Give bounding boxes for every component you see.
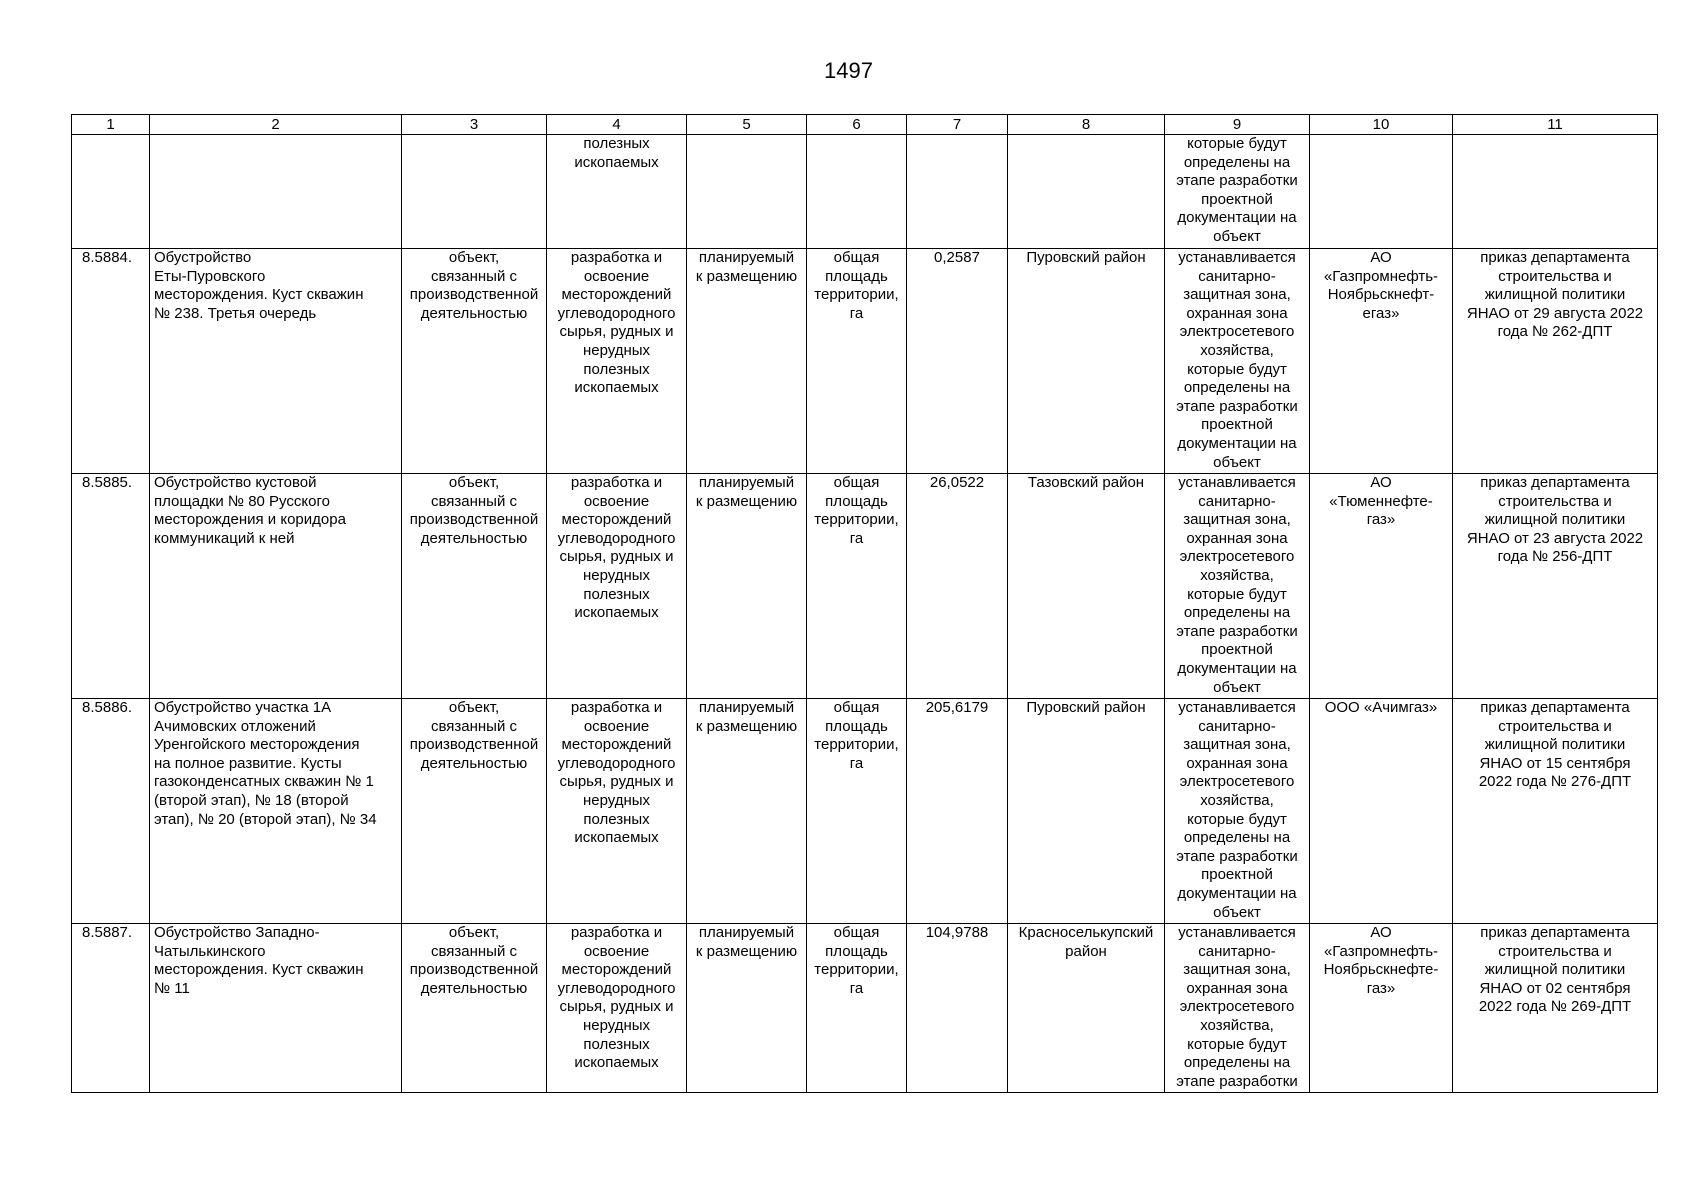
cell-text-line: ЯНАО от 15 сентября	[1479, 754, 1631, 772]
cell-text-line: № 238. Третья очередь	[154, 304, 317, 322]
cell-text-line: ООО «Ачимгаз»	[1324, 699, 1438, 716]
cell-location	[1008, 474, 1165, 699]
cell-text-line: приказ департамента	[1480, 699, 1630, 716]
cell-text-line: освоение	[583, 492, 650, 510]
cell-number: 8.5884.	[72, 249, 150, 474]
cell-text-line: определены на	[1183, 604, 1291, 622]
cell-text-line: газ»	[1366, 979, 1396, 997]
cell-text-line: АО	[1370, 474, 1392, 491]
cell-text-line: строительства и	[1498, 942, 1612, 960]
cell-text-line: общая	[833, 924, 880, 941]
cell-text-line: «Тюменнефте-	[1329, 492, 1433, 510]
cell-empty	[687, 135, 807, 249]
cell-text-line: к размещению	[695, 267, 798, 285]
cell-text-line: жилищной политики	[1484, 511, 1626, 529]
cell-text-line: защитная зона,	[1183, 961, 1291, 979]
continuation-row	[72, 135, 1658, 249]
column-number: 6	[807, 115, 907, 135]
cell-text-line: производственной	[409, 736, 539, 754]
cell-purpose	[547, 135, 687, 249]
cell-text-line: нерудных	[582, 1016, 651, 1034]
cell-text-line: углеводородного	[557, 304, 676, 322]
cell-text-line: общая	[833, 474, 880, 491]
cell-text-line: Обустройство участка 1А	[154, 699, 332, 716]
cell-text-line: года № 256-ДПТ	[1497, 548, 1613, 566]
cell-text-line: объект	[1213, 903, 1261, 921]
cell-text-line: этапе разработки	[1176, 397, 1298, 415]
cell-text-line: деятельностью	[420, 529, 528, 547]
cell-text-line: месторождений	[561, 736, 672, 754]
cell-text-line: жилищной политики	[1484, 736, 1626, 754]
cell-text-line: Обустройство кустовой	[154, 474, 317, 491]
cell-text-line: планируемый	[698, 474, 795, 491]
cell-text-line: которые будут	[1187, 1035, 1287, 1053]
cell-text-line: месторождения и коридора	[154, 511, 346, 529]
cell-order	[1453, 924, 1658, 1093]
cell-text-line: электросетевого	[1179, 323, 1295, 341]
cell-text-line: территории,	[814, 961, 899, 979]
cell-text-line: 2022 года № 276-ДПТ	[1478, 773, 1632, 791]
cell-text-line: ископаемых	[574, 604, 659, 622]
cell-text-line: ископаемых	[574, 829, 659, 847]
cell-text-line: месторождений	[561, 961, 672, 979]
cell-text-line: деятельностью	[420, 754, 528, 772]
cell-text-line: строительства и	[1498, 267, 1612, 285]
cell-text-line: которые будут	[1187, 135, 1287, 152]
cell-text-line: определены на	[1183, 153, 1291, 171]
cell-text-line: устанавливается	[1178, 474, 1296, 491]
cell-text-line: (второй этап), № 18 (второй	[154, 791, 349, 809]
cell-text-line: к размещению	[695, 717, 798, 735]
cell-text-line: объект,	[448, 699, 500, 716]
cell-organization	[1310, 249, 1453, 474]
cell-text-line: газоконденсатных скважин № 1	[154, 773, 374, 791]
cell-text-line: проектной	[1201, 641, 1273, 659]
cell-text-line: связанный с	[430, 942, 518, 960]
column-number: 1	[72, 115, 150, 135]
cell-text-line: Уренгойского месторождения	[154, 736, 360, 754]
cell-text-line: месторождения. Куст скважин	[154, 961, 364, 979]
table-row	[72, 474, 1658, 699]
cell-text-line: га	[849, 754, 864, 772]
cell-text-line: санитарно-	[1198, 492, 1276, 510]
cell-text-line: этапе разработки	[1176, 1072, 1298, 1090]
cell-organization	[1310, 474, 1453, 699]
cell-text-line: охранная зона	[1186, 529, 1288, 547]
cell-text-line: нерудных	[582, 341, 651, 359]
cell-text-line: этапе разработки	[1176, 847, 1298, 865]
cell-text-line: полезных	[583, 585, 650, 603]
cell-value: 26,0522	[907, 474, 1008, 699]
table-row	[72, 699, 1658, 924]
cell-empty	[150, 135, 402, 249]
cell-location	[1008, 924, 1165, 1093]
cell-text-line: этапе разработки	[1176, 622, 1298, 640]
cell-text-line: Пуровский район	[1026, 249, 1146, 266]
cell-text-line: охранная зона	[1186, 979, 1288, 997]
cell-text-line: этап), № 20 (второй этап), № 34	[154, 810, 377, 828]
column-number: 10	[1310, 115, 1453, 135]
column-number-row	[72, 115, 1658, 135]
cell-number: 8.5886.	[72, 699, 150, 924]
cell-text-line: территории,	[814, 286, 899, 304]
cell-text-line: разработка и	[570, 474, 663, 491]
cell-text-line: сырья, рудных и	[559, 998, 674, 1016]
cell-text-line: жилищной политики	[1484, 286, 1626, 304]
cell-text-line: полезных	[583, 135, 650, 152]
cell-text-line: приказ департамента	[1480, 924, 1630, 941]
cell-object-type	[402, 249, 547, 474]
cell-status	[687, 474, 807, 699]
cell-text-line: электросетевого	[1179, 998, 1295, 1016]
cell-text-line: устанавливается	[1178, 699, 1296, 716]
cell-text-line: определены на	[1183, 379, 1291, 397]
cell-text-line: санитарно-	[1198, 717, 1276, 735]
cell-text-line: объект,	[448, 474, 500, 491]
cell-text-line: 2022 года № 269-ДПТ	[1478, 998, 1632, 1016]
cell-text-line: охранная зона	[1186, 754, 1288, 772]
cell-text-line: строительства и	[1498, 492, 1612, 510]
cell-text-line: сырья, рудных и	[559, 773, 674, 791]
cell-text-line: газ»	[1366, 511, 1396, 529]
cell-status	[687, 699, 807, 924]
cell-text-line: общая	[833, 249, 880, 266]
cell-text-line: район	[1065, 942, 1107, 960]
cell-text-line: Красноселькупский	[1018, 924, 1154, 941]
cell-text-line: документации на	[1177, 209, 1297, 227]
cell-text-line: на полное развитие. Кусты	[154, 754, 342, 772]
cell-text-line: строительства и	[1498, 717, 1612, 735]
cell-text-line: Ноябрьскнефте-	[1323, 961, 1439, 979]
cell-text-line: документации на	[1177, 884, 1297, 902]
cell-purpose	[547, 699, 687, 924]
cell-text-line: «Газпромнефть-	[1323, 942, 1439, 960]
cell-text-line: освоение	[583, 717, 650, 735]
cell-zone	[1165, 699, 1310, 924]
cell-text-line: месторождений	[561, 286, 672, 304]
cell-object-type	[402, 924, 547, 1093]
cell-zone	[1165, 924, 1310, 1093]
cell-text-line: разработка и	[570, 249, 663, 266]
cell-text-line: «Газпромнефть-	[1323, 267, 1439, 285]
cell-text-line: разработка и	[570, 924, 663, 941]
cell-empty	[72, 135, 150, 249]
cell-text-line: объект	[1213, 678, 1261, 696]
cell-text-line: АО	[1370, 924, 1392, 941]
table-row	[72, 924, 1658, 1093]
cell-text-line: углеводородного	[557, 529, 676, 547]
cell-purpose	[547, 249, 687, 474]
cell-text-line: га	[849, 529, 864, 547]
cell-text-line: связанный с	[430, 717, 518, 735]
cell-text-line: объект	[1213, 453, 1261, 471]
registry-table	[71, 114, 1658, 1093]
cell-text-line: защитная зона,	[1183, 736, 1291, 754]
cell-value: 205,6179	[907, 699, 1008, 924]
cell-text-line: хозяйства,	[1200, 341, 1274, 359]
cell-text-line: жилищной политики	[1484, 961, 1626, 979]
cell-text-line: года № 262-ДПТ	[1497, 323, 1613, 341]
cell-text-line: Тазовский район	[1027, 474, 1145, 491]
cell-text-line: площадь	[825, 942, 888, 960]
cell-text-line: Ноябрьскнефт-	[1327, 286, 1435, 304]
cell-text-line: полезных	[583, 1035, 650, 1053]
cell-text-line: документации на	[1177, 659, 1297, 677]
cell-text-line: санитарно-	[1198, 267, 1276, 285]
cell-text-line: производственной	[409, 511, 539, 529]
cell-zone	[1165, 135, 1310, 249]
cell-text-line: которые будут	[1187, 810, 1287, 828]
column-number: 5	[687, 115, 807, 135]
cell-order	[1453, 699, 1658, 924]
cell-number: 8.5885.	[72, 474, 150, 699]
cell-text-line: территории,	[814, 736, 899, 754]
cell-status	[687, 924, 807, 1093]
cell-text-line: АО	[1370, 249, 1392, 266]
cell-text-line: связанный с	[430, 492, 518, 510]
cell-text-line: месторождений	[561, 511, 672, 529]
cell-empty	[1008, 135, 1165, 249]
cell-parameter	[807, 699, 907, 924]
cell-text-line: освоение	[583, 267, 650, 285]
cell-purpose	[547, 474, 687, 699]
column-number: 4	[547, 115, 687, 135]
cell-text-line: определены на	[1183, 829, 1291, 847]
cell-text-line: разработка и	[570, 699, 663, 716]
cell-value: 0,2587	[907, 249, 1008, 474]
cell-text-line: коммуникаций к ней	[154, 529, 295, 547]
cell-text-line: га	[849, 304, 864, 322]
cell-text-line: приказ департамента	[1480, 249, 1630, 266]
cell-text-line: проектной	[1201, 866, 1273, 884]
cell-text-line: к размещению	[695, 492, 798, 510]
cell-empty	[1453, 135, 1658, 249]
cell-text-line: углеводородного	[557, 979, 676, 997]
cell-text-line: деятельностью	[420, 304, 528, 322]
cell-parameter	[807, 474, 907, 699]
column-number: 7	[907, 115, 1008, 135]
cell-text-line: ЯНАО от 29 августа 2022	[1466, 304, 1644, 322]
cell-text-line: к размещению	[695, 942, 798, 960]
cell-text-line: защитная зона,	[1183, 511, 1291, 529]
column-number: 8	[1008, 115, 1165, 135]
cell-order	[1453, 249, 1658, 474]
cell-text-line: планируемый	[698, 699, 795, 716]
cell-text-line: Ачимовских отложений	[154, 717, 316, 735]
cell-text-line: нерудных	[582, 566, 651, 584]
cell-text-line: планируемый	[698, 249, 795, 266]
cell-location	[1008, 249, 1165, 474]
cell-text-line: площадки № 80 Русского	[154, 492, 330, 510]
cell-text-line: объект,	[448, 249, 500, 266]
cell-text-line: проектной	[1201, 416, 1273, 434]
cell-text-line: Обустройство Западно-	[154, 924, 320, 941]
cell-object-name	[150, 249, 402, 474]
cell-location	[1008, 699, 1165, 924]
cell-text-line: объект	[1213, 227, 1261, 245]
cell-number: 8.5887.	[72, 924, 150, 1093]
cell-text-line: деятельностью	[420, 979, 528, 997]
cell-text-line: освоение	[583, 942, 650, 960]
cell-text-line: ЯНАО от 02 сентября	[1479, 979, 1631, 997]
table-row	[72, 249, 1658, 474]
cell-text-line: полезных	[583, 810, 650, 828]
cell-text-line: полезных	[583, 360, 650, 378]
cell-text-line: Чатылькинского	[154, 942, 266, 960]
cell-parameter	[807, 924, 907, 1093]
cell-text-line: углеводородного	[557, 754, 676, 772]
cell-text-line: площадь	[825, 492, 888, 510]
cell-text-line: нерудных	[582, 791, 651, 809]
cell-text-line: устанавливается	[1178, 249, 1296, 266]
cell-text-line: документации на	[1177, 434, 1297, 452]
column-number: 9	[1165, 115, 1310, 135]
cell-text-line: электросетевого	[1179, 773, 1295, 791]
cell-text-line: производственной	[409, 286, 539, 304]
cell-text-line: связанный с	[430, 267, 518, 285]
cell-text-line: Обустройство	[154, 249, 252, 266]
cell-text-line: ЯНАО от 23 августа 2022	[1466, 529, 1644, 547]
cell-text-line: приказ департамента	[1480, 474, 1630, 491]
cell-empty	[402, 135, 547, 249]
cell-object-type	[402, 699, 547, 924]
cell-text-line: определены на	[1183, 1054, 1291, 1072]
cell-text-line: планируемый	[698, 924, 795, 941]
cell-text-line: проектной	[1201, 190, 1273, 208]
cell-object-name	[150, 924, 402, 1093]
cell-order	[1453, 474, 1658, 699]
cell-purpose	[547, 924, 687, 1093]
cell-parameter	[807, 249, 907, 474]
cell-object-name	[150, 699, 402, 924]
cell-text-line: № 11	[154, 979, 190, 997]
cell-text-line: Пуровский район	[1026, 699, 1146, 716]
cell-text-line: хозяйства,	[1200, 791, 1274, 809]
cell-organization	[1310, 924, 1453, 1093]
cell-empty	[807, 135, 907, 249]
cell-text-line: объект,	[448, 924, 500, 941]
cell-zone	[1165, 474, 1310, 699]
cell-text-line: которые будут	[1187, 360, 1287, 378]
cell-text-line: Еты-Пуровского	[154, 267, 266, 285]
cell-text-line: хозяйства,	[1200, 566, 1274, 584]
column-number: 11	[1453, 115, 1658, 135]
cell-text-line: площадь	[825, 267, 888, 285]
cell-zone	[1165, 249, 1310, 474]
cell-text-line: сырья, рудных и	[559, 323, 674, 341]
cell-text-line: егаз»	[1362, 304, 1400, 322]
cell-text-line: защитная зона,	[1183, 286, 1291, 304]
cell-text-line: электросетевого	[1179, 548, 1295, 566]
cell-text-line: устанавливается	[1178, 924, 1296, 941]
page-number: 1497	[824, 58, 873, 83]
cell-text-line: охранная зона	[1186, 304, 1288, 322]
cell-text-line: ископаемых	[574, 153, 659, 171]
cell-text-line: производственной	[409, 961, 539, 979]
cell-object-type	[402, 474, 547, 699]
cell-text-line: санитарно-	[1198, 942, 1276, 960]
cell-object-name	[150, 474, 402, 699]
cell-text-line: ископаемых	[574, 379, 659, 397]
cell-text-line: площадь	[825, 717, 888, 735]
cell-text-line: га	[849, 979, 864, 997]
cell-text-line: хозяйства,	[1200, 1016, 1274, 1034]
column-number: 3	[402, 115, 547, 135]
cell-text-line: территории,	[814, 511, 899, 529]
cell-text-line: которые будут	[1187, 585, 1287, 603]
cell-text-line: общая	[833, 699, 880, 716]
cell-text-line: этапе разработки	[1176, 172, 1298, 190]
column-number: 2	[150, 115, 402, 135]
cell-empty	[1310, 135, 1453, 249]
cell-empty	[907, 135, 1008, 249]
cell-status	[687, 249, 807, 474]
cell-text-line: месторождения. Куст скважин	[154, 286, 364, 304]
cell-text-line: сырья, рудных и	[559, 548, 674, 566]
cell-organization	[1310, 699, 1453, 924]
cell-value: 104,9788	[907, 924, 1008, 1093]
cell-text-line: ископаемых	[574, 1054, 659, 1072]
